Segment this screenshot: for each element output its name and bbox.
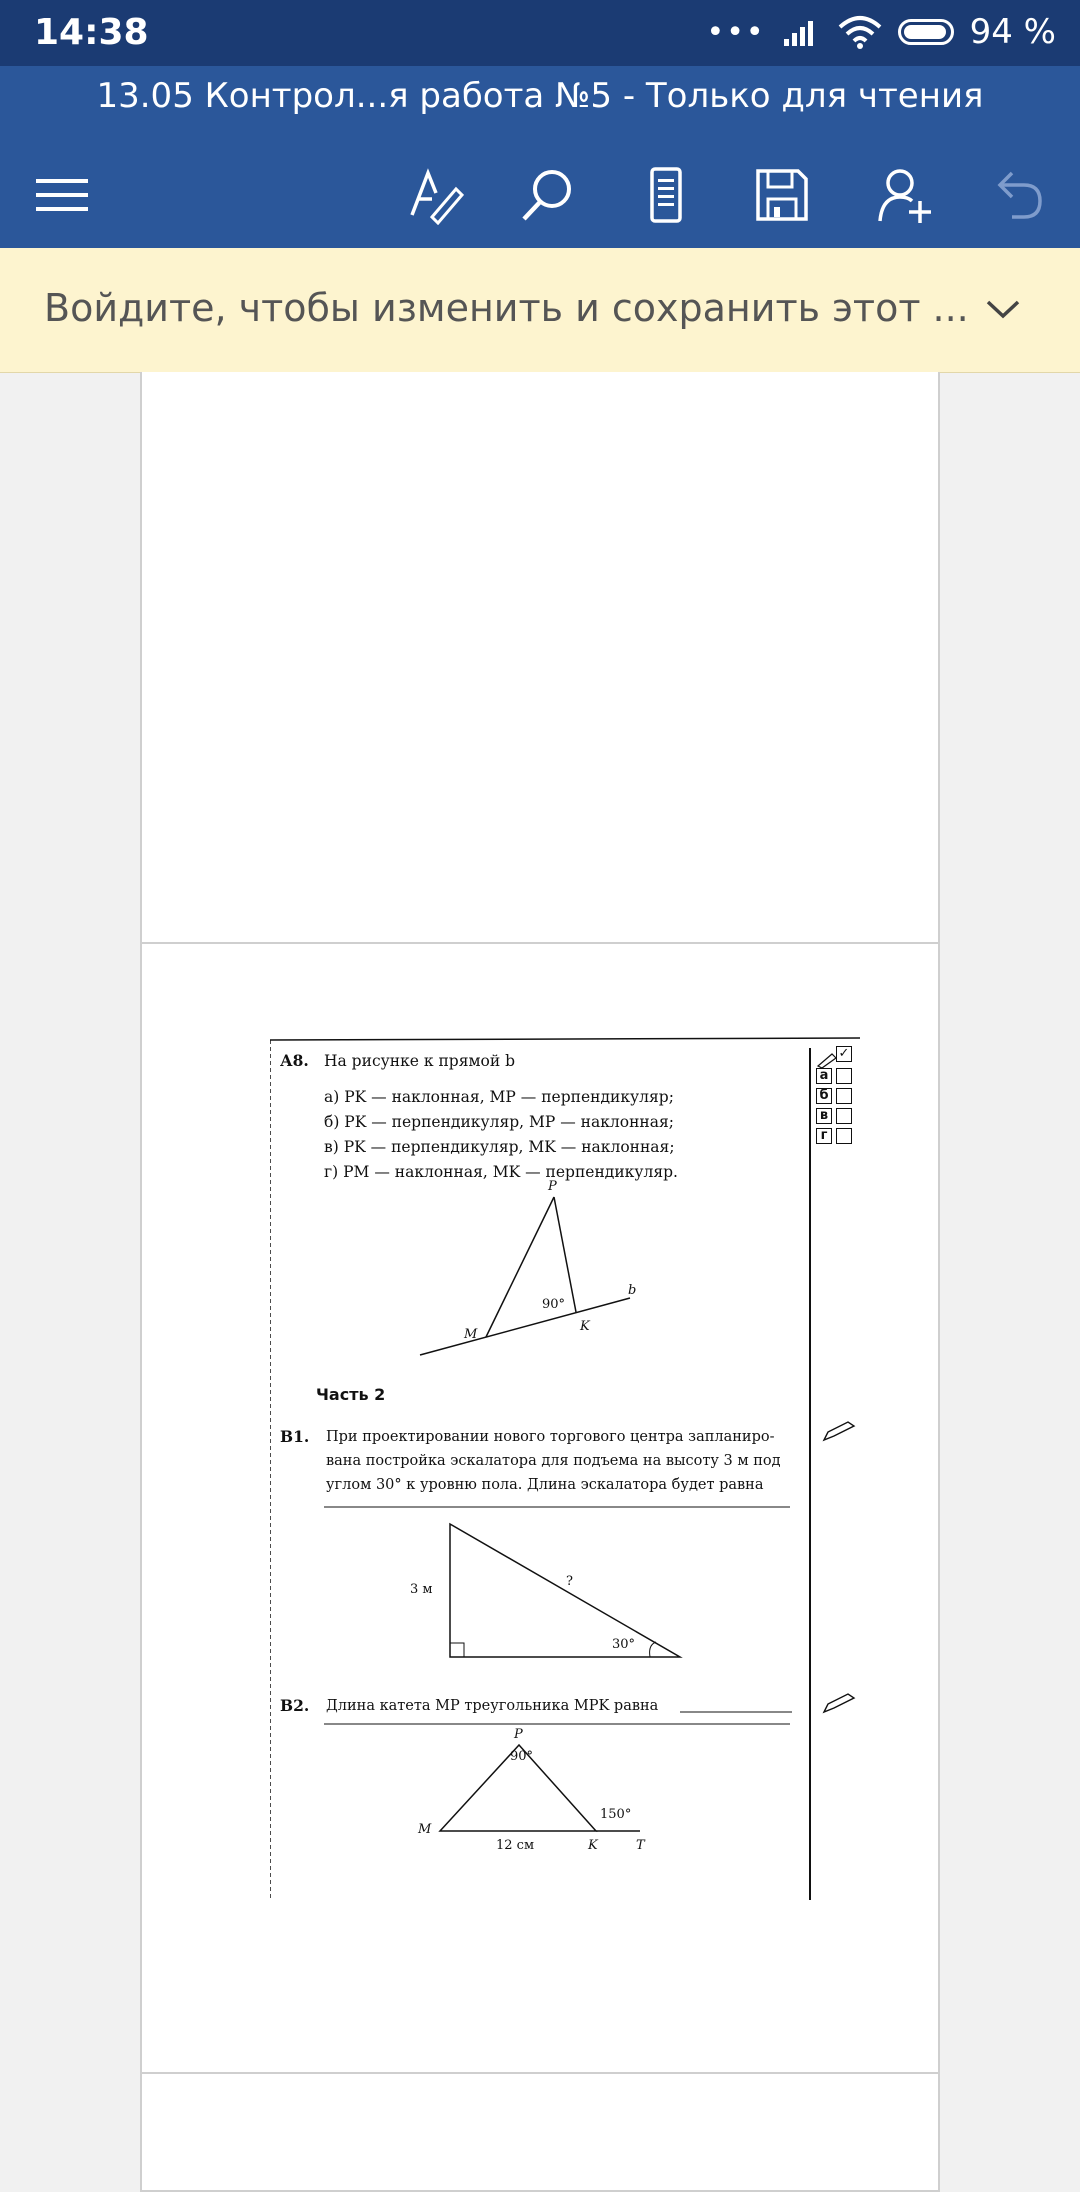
document-page — [140, 942, 940, 2076]
scanned-worksheet — [270, 1020, 890, 1920]
b1-line-3: углом 30° к уровню пола. Длина эскалатора будет равна — [326, 1477, 764, 1493]
pencil-icon — [822, 1420, 856, 1442]
answer-box-a[interactable] — [836, 1068, 852, 1084]
answer-label-v: в — [816, 1108, 832, 1124]
a8-option-g: г) PM — наклонная, MK — перпендикуляр. — [324, 1163, 678, 1181]
b2-answer-line — [680, 1710, 792, 1714]
b2-label-t: T — [636, 1838, 645, 1853]
a8-option-a: а) PK — наклонная, MP — перпендикуляр; — [324, 1088, 674, 1106]
b2-text: Длина катета MP треугольника MPK равна — [326, 1698, 659, 1714]
search-icon[interactable] — [508, 152, 588, 238]
b1-hyp-label: ? — [566, 1574, 573, 1589]
answer-label-a: а — [816, 1068, 832, 1084]
status-icons — [707, 12, 1056, 52]
pencil-icon — [822, 1692, 856, 1714]
answer-box-b[interactable] — [836, 1088, 852, 1104]
answer-box-g[interactable] — [836, 1128, 852, 1144]
text-edit-icon[interactable] — [396, 152, 476, 238]
b1-angle-label: 30° — [612, 1637, 636, 1652]
b2-label-p: P — [514, 1727, 523, 1742]
b1-figure — [324, 1507, 790, 1657]
share-icon[interactable] — [864, 152, 944, 238]
b1-line-2: вана постройка эскалатора для подъема на высоту 3 м под — [326, 1453, 781, 1469]
answer-label-b: б — [816, 1088, 832, 1104]
save-icon[interactable] — [742, 152, 822, 238]
checkmark-box-icon: ✓ — [836, 1046, 852, 1062]
document-page — [140, 372, 940, 944]
menu-icon[interactable] — [22, 152, 102, 238]
b2-angle-p: 90° — [510, 1749, 534, 1764]
a8-option-b: б) PK — перпендикуляр, MP — наклонная; — [324, 1113, 675, 1131]
app-header — [0, 66, 1080, 248]
a8-label-p: P — [548, 1179, 557, 1194]
banner-text: Войдите, чтобы изменить и сохранить этот ... — [44, 286, 969, 330]
chevron-down-icon[interactable] — [978, 284, 1028, 334]
a8-label-k: K — [580, 1319, 590, 1334]
b2-label-k: K — [588, 1838, 598, 1853]
clock: 14:38 — [34, 12, 149, 53]
b1-line-1: При проектировании нового торгового центра запланиро- — [326, 1429, 775, 1445]
reading-view-icon[interactable] — [626, 152, 706, 238]
toolbar — [0, 152, 1080, 242]
b2-number: В2. — [280, 1696, 310, 1715]
signal-icon — [782, 17, 822, 47]
b2-angle-k: 150° — [600, 1807, 632, 1822]
part-2-heading: Часть 2 — [316, 1385, 386, 1404]
document-page — [140, 2072, 940, 2192]
b1-height-label: 3 м — [410, 1582, 433, 1597]
b2-label-m: M — [418, 1822, 432, 1837]
answer-label-g: г — [816, 1128, 832, 1144]
a8-label-m: M — [464, 1327, 478, 1342]
a8-number: А8. — [280, 1051, 309, 1070]
sign-in-banner[interactable] — [0, 248, 1080, 373]
undo-icon[interactable] — [976, 152, 1056, 238]
battery-percent: 94 % — [969, 12, 1056, 52]
a8-label-b: b — [628, 1283, 637, 1298]
a8-figure — [420, 1197, 630, 1355]
b1-number: В1. — [280, 1427, 310, 1446]
answer-box-v[interactable] — [836, 1108, 852, 1124]
battery-icon — [898, 19, 954, 45]
status-bar — [0, 0, 1080, 66]
b2-figure — [324, 1724, 790, 1831]
document-title: 13.05 Контрол...я работа №5 - Только для чтения — [96, 76, 984, 116]
wifi-icon — [838, 15, 882, 49]
a8-question: На рисунке к прямой b — [324, 1052, 516, 1070]
a8-option-v: в) PK — перпендикуляр, MK — наклонная; — [324, 1138, 675, 1156]
a8-angle-90: 90° — [542, 1297, 566, 1312]
b2-base-label: 12 см — [496, 1838, 535, 1853]
notification-dots-icon: ••• — [706, 14, 766, 50]
